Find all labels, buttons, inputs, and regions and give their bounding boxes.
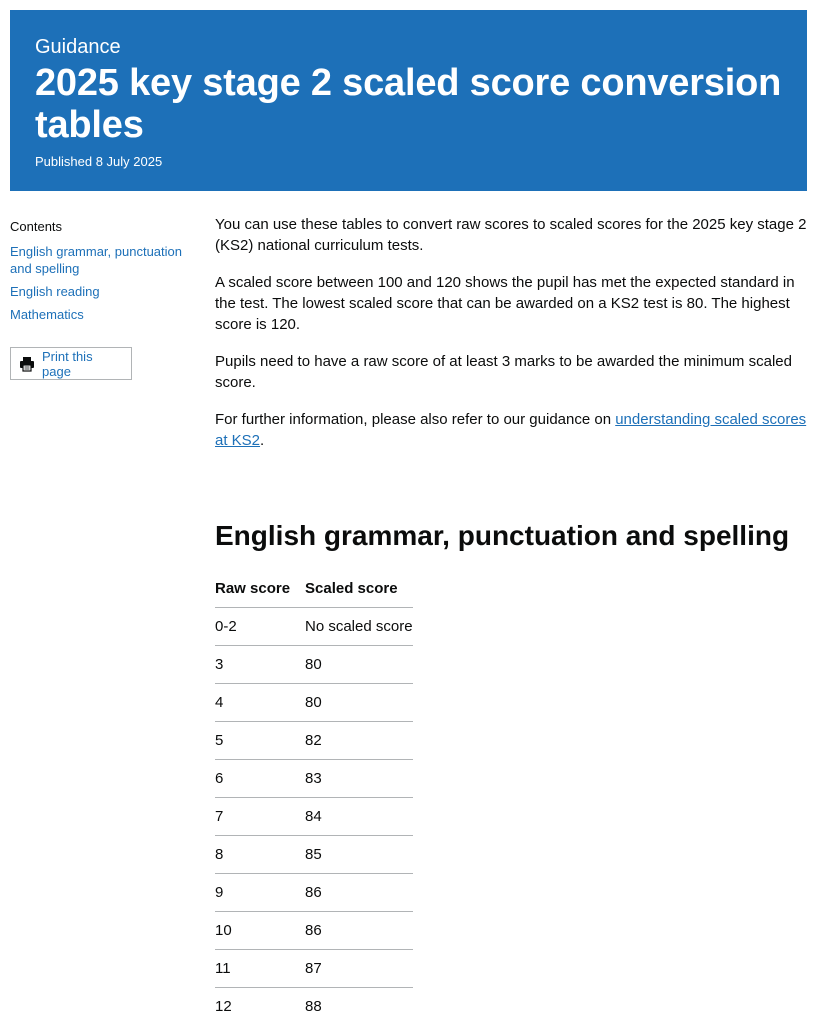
raw-score-cell: 6 <box>215 759 305 797</box>
main-content <box>215 214 807 467</box>
raw-score-cell: 4 <box>215 683 305 721</box>
print-page-button[interactable] <box>10 347 132 380</box>
table-row <box>215 721 413 759</box>
scaled-scores-guidance-link[interactable]: understanding scaled scores at KS2 <box>215 411 807 449</box>
table-row <box>215 759 413 797</box>
raw-score-cell: 8 <box>215 835 305 873</box>
intro-paragraph: You can use these tables to convert raw scores to scaled scores for the 2025 key stage 2 (KS2) national curriculum tests. <box>215 216 807 254</box>
contents-item <box>10 306 195 323</box>
scaled-score-cell: 85 <box>305 835 413 873</box>
contents-item <box>10 243 195 277</box>
table-row <box>215 683 413 721</box>
scaled-score-cell: 82 <box>305 721 413 759</box>
scaled-score-cell: No scaled score <box>305 607 413 645</box>
further-info-text: For further information, please also refer to our guidance on <box>215 411 616 428</box>
scaled-score-cell: 87 <box>305 949 413 987</box>
further-info-paragraph <box>215 409 807 451</box>
table-row <box>215 873 413 911</box>
scaled-score-cell: 86 <box>305 911 413 949</box>
intro-paragraph: Pupils need to have a raw score of at least 3 marks to be awarded the minimum scaled score. <box>215 353 792 391</box>
raw-score-cell: 7 <box>215 797 305 835</box>
contents-sidebar <box>10 218 195 380</box>
table-row <box>215 645 413 683</box>
scaled-score-cell: 88 <box>305 987 413 1024</box>
raw-score-cell: 10 <box>215 911 305 949</box>
contents-link-mathematics[interactable]: Mathematics <box>10 307 84 322</box>
contents-link-grammar[interactable]: English grammar, punctuation and spelling <box>10 244 182 276</box>
contents-item <box>10 283 195 300</box>
raw-score-cell: 11 <box>215 949 305 987</box>
contents-heading: Contents <box>10 219 63 234</box>
section-heading: English grammar, punctuation and spelling <box>215 520 790 551</box>
table-row <box>215 911 413 949</box>
printer-icon <box>19 356 35 372</box>
published-date: Published 8 July 2025 <box>35 154 163 169</box>
table-body <box>215 607 413 1024</box>
scaled-score-cell: 80 <box>305 645 413 683</box>
column-header-scaled-score: Scaled score <box>305 570 413 607</box>
page-title: 2025 key stage 2 scaled score conversion tables <box>35 62 782 146</box>
scaled-score-cell: 80 <box>305 683 413 721</box>
table-row <box>215 607 413 645</box>
raw-score-cell: 0-2 <box>215 607 305 645</box>
further-info-end: . <box>260 432 265 449</box>
contents-list <box>10 243 195 323</box>
page-header <box>10 10 807 191</box>
raw-score-cell: 5 <box>215 721 305 759</box>
scaled-score-cell: 86 <box>305 873 413 911</box>
raw-score-cell: 9 <box>215 873 305 911</box>
raw-score-cell: 12 <box>215 987 305 1024</box>
table-row <box>215 949 413 987</box>
table-header-row <box>215 570 413 607</box>
column-header-raw-score: Raw score <box>215 570 305 607</box>
scaled-score-cell: 84 <box>305 797 413 835</box>
table-row <box>215 987 413 1024</box>
scaled-score-cell: 83 <box>305 759 413 797</box>
intro-paragraph: A scaled score between 100 and 120 shows the pupil has met the expected standard in the test. The lowest scaled score that can be awarded on a KS2 test is 80. The highest score is 120. <box>215 274 795 333</box>
document-type: Guidance <box>35 36 121 58</box>
raw-score-cell: 3 <box>215 645 305 683</box>
score-conversion-table <box>215 570 413 1024</box>
table-row <box>215 797 413 835</box>
table-row <box>215 835 413 873</box>
contents-link-reading[interactable]: English reading <box>10 284 100 299</box>
print-page-label: Print this page <box>42 348 93 379</box>
